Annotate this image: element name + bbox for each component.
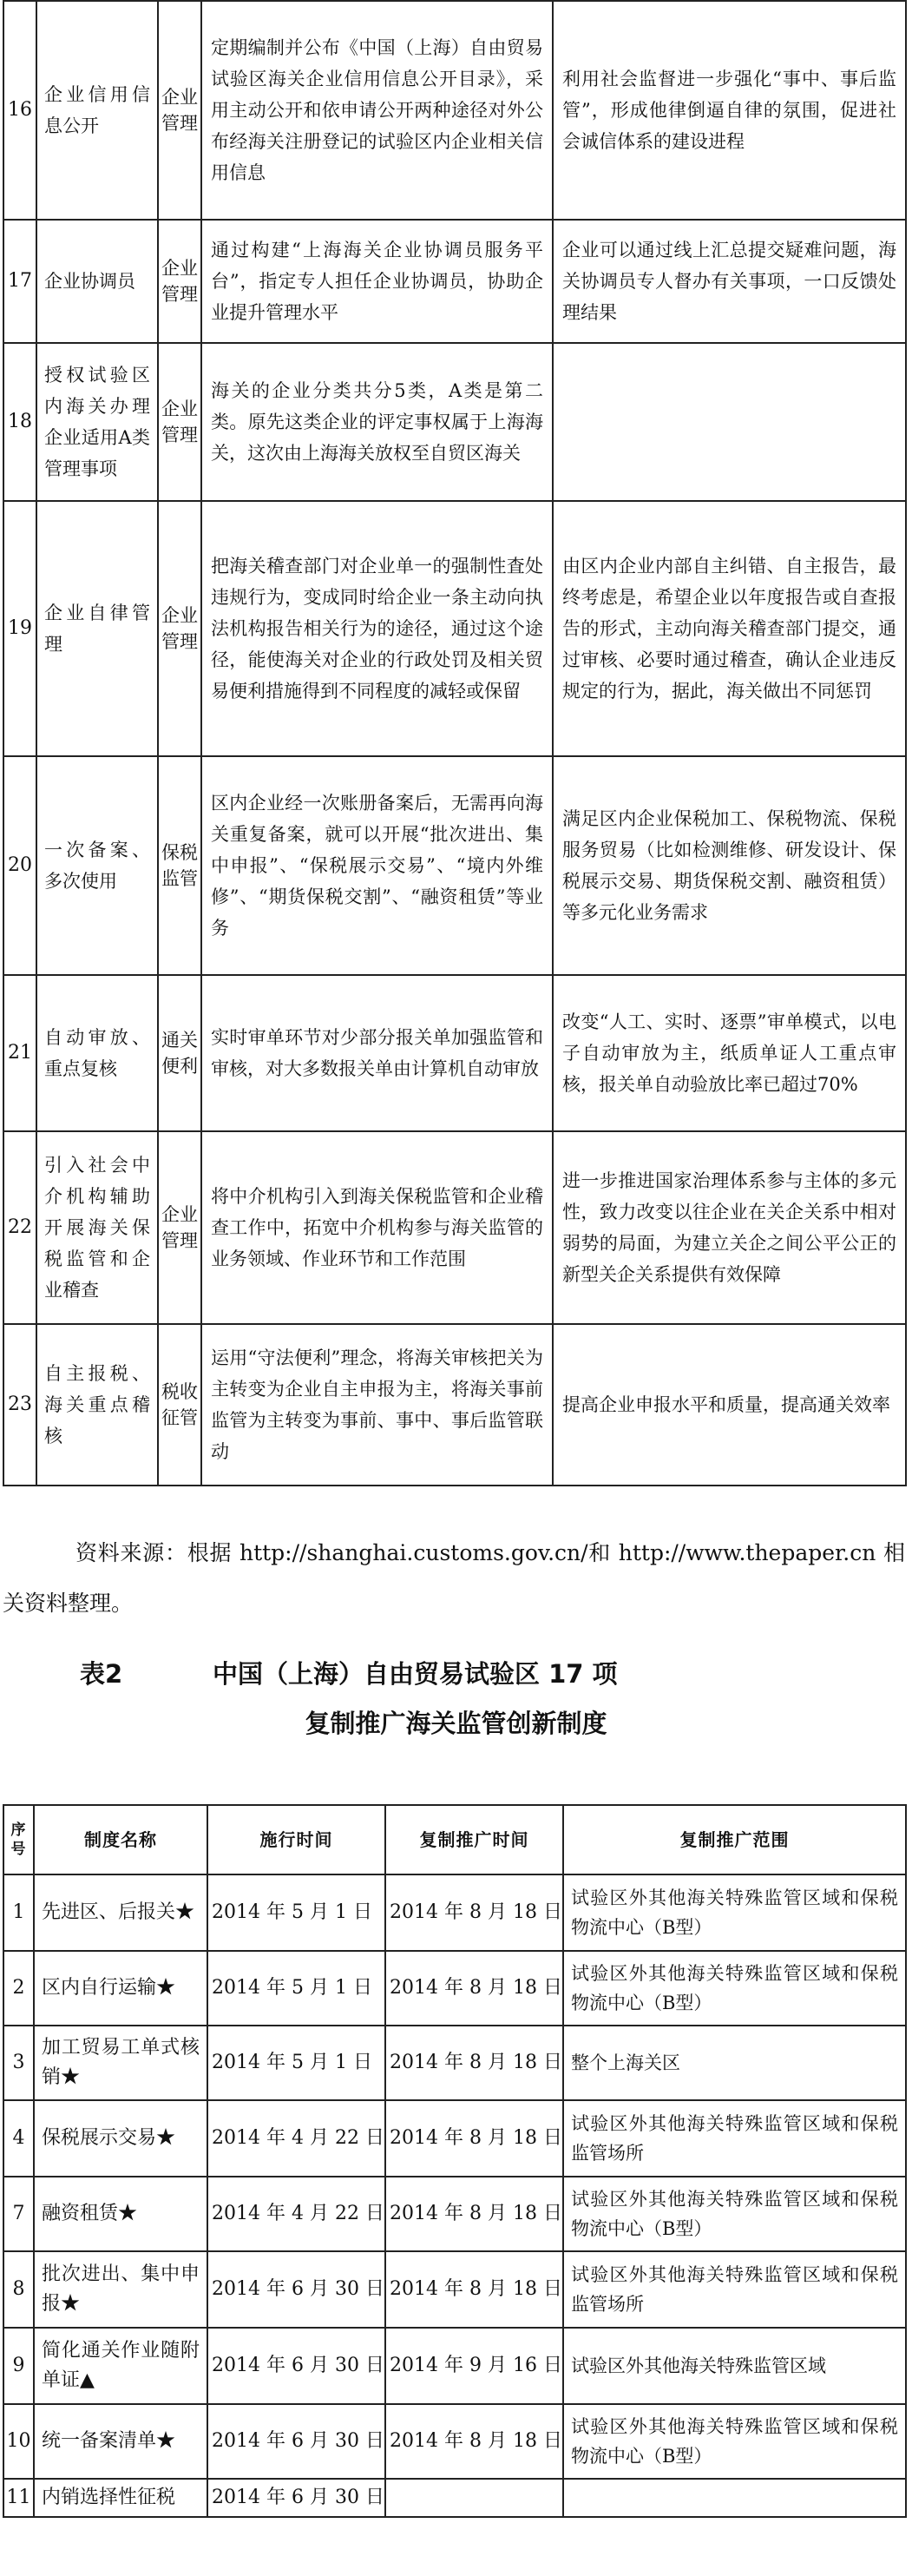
row-number: 17 bbox=[3, 220, 36, 343]
measure-category: 企业 管理 bbox=[158, 220, 201, 343]
table-row bbox=[3, 2328, 906, 2404]
measure-effect: 满足区内企业保税加工、保税物流、保税服务贸易（比如检测维修、研发设计、保税展示交易、期货保税交割、融资租赁）等多元化业务需求 bbox=[553, 756, 906, 975]
system-name: 融资租赁★ bbox=[34, 2177, 207, 2251]
measure-effect bbox=[553, 343, 906, 501]
measure-content: 海关的企业分类共分5类，A类是第二类。原先这类企业的评定事权属于上海海关，这次由上海海关放权至自贸区海关 bbox=[201, 343, 553, 501]
start-date: 2014 年 5 月 1 日 bbox=[207, 1951, 385, 2026]
measure-name: 企业协调员 bbox=[36, 220, 158, 343]
source-note: 资料来源：根据 http://shanghai.customs.gov.cn/和 http://www.thepaper.cn 相关资料整理。 bbox=[3, 1540, 905, 1616]
row-number: 9 bbox=[3, 2328, 34, 2404]
table-row bbox=[3, 1951, 906, 2026]
measure-category: 企业 管理 bbox=[158, 343, 201, 501]
measure-effect: 由区内企业内部自主纠错、自主报告，最终考虑是，希望企业以年度报告或自查报告的形式，主动向海关稽查部门提交，通过审核、必要时通过稽查，确认企业违反规定的行为，据此，海关做出不同惩罚 bbox=[553, 501, 906, 756]
row-number: 20 bbox=[3, 756, 36, 975]
header-promote: 复制推广时间 bbox=[385, 1805, 563, 1874]
row-number: 21 bbox=[3, 975, 36, 1131]
start-date: 2014 年 5 月 1 日 bbox=[207, 2026, 385, 2100]
row-number: 3 bbox=[3, 2026, 34, 2100]
measure-category: 保税 监管 bbox=[158, 756, 201, 975]
header-start: 施行时间 bbox=[207, 1805, 385, 1874]
promote-scope: 试验区外其他海关特殊监管区域 bbox=[563, 2328, 906, 2404]
table-row bbox=[3, 756, 906, 975]
system-name: 加工贸易工单式核销★ bbox=[34, 2026, 207, 2100]
measure-name: 自动审放、重点复核 bbox=[36, 975, 158, 1131]
promote-date: 2014 年 8 月 18 日 bbox=[385, 2100, 563, 2177]
promote-scope: 试验区外其他海关特殊监管区域和保税物流中心（B型） bbox=[563, 2404, 906, 2479]
measure-effect: 提高企业申报水平和质量，提高通关效率 bbox=[553, 1324, 906, 1486]
row-number: 8 bbox=[3, 2251, 34, 2328]
promote-date bbox=[385, 2479, 563, 2517]
measure-category: 通关 便利 bbox=[158, 975, 201, 1131]
table-row bbox=[3, 2177, 906, 2251]
measure-content: 运用“守法便利”理念，将海关审核把关为主转变为企业自主申报为主，将海关事前监管为主转变为事前、事中、事后监管联动 bbox=[201, 1324, 553, 1486]
system-name: 先进区、后报关★ bbox=[34, 1874, 207, 1951]
customs-innovation-table bbox=[3, 1804, 907, 2518]
table-row bbox=[3, 975, 906, 1131]
measure-category: 企业 管理 bbox=[158, 501, 201, 756]
promote-scope: 试验区外其他海关特殊监管区域和保税监管场所 bbox=[563, 2100, 906, 2177]
row-number: 1 bbox=[3, 1874, 34, 1951]
start-date: 2014 年 4 月 22 日 bbox=[207, 2100, 385, 2177]
promote-date: 2014 年 9 月 16 日 bbox=[385, 2328, 563, 2404]
row-number: 16 bbox=[3, 1, 36, 220]
promote-scope: 试验区外其他海关特殊监管区域和保税物流中心（B型） bbox=[563, 1874, 906, 1951]
measure-effect: 企业可以通过线上汇总提交疑难问题，海关协调员专人督办有关事项，一口反馈处理结果 bbox=[553, 220, 906, 343]
measure-effect: 改变“人工、实时、逐票”审单模式，以电子自动审放为主，纸质单证人工重点审核，报关单自动验放比率已超过70% bbox=[553, 975, 906, 1131]
measure-content: 定期编制并公布《中国（上海）自由贸易试验区海关企业信用信息公开目录》，采用主动公开和依申请公开两种途径对外公布经海关注册登记的试验区内企业相关信用信息 bbox=[201, 1, 553, 220]
table-row bbox=[3, 501, 906, 756]
table-row bbox=[3, 2026, 906, 2100]
promote-scope: 试验区外其他海关特殊监管区域和保税物流中心（B型） bbox=[563, 2177, 906, 2251]
promote-scope bbox=[563, 2479, 906, 2517]
measure-name: 引入社会中介机构辅助开展海关保税监管和企业稽查 bbox=[36, 1131, 158, 1324]
row-number: 18 bbox=[3, 343, 36, 501]
measure-category: 企业 管理 bbox=[158, 1, 201, 220]
start-date: 2014 年 4 月 22 日 bbox=[207, 2177, 385, 2251]
system-name: 区内自行运输★ bbox=[34, 1951, 207, 2026]
promote-scope: 试验区外其他海关特殊监管区域和保税监管场所 bbox=[563, 2251, 906, 2328]
table-row bbox=[3, 1131, 906, 1324]
promote-scope: 试验区外其他海关特殊监管区域和保税物流中心（B型） bbox=[563, 1951, 906, 2026]
table-title-line-2: 复制推广海关监管创新制度 bbox=[305, 1709, 607, 1738]
table-title-line-1: 中国（上海）自由贸易试验区 17 项 bbox=[213, 1659, 618, 1689]
system-name: 批次进出、集中申报★ bbox=[34, 2251, 207, 2328]
start-date: 2014 年 6 月 30 日 bbox=[207, 2328, 385, 2404]
table-row bbox=[3, 2404, 906, 2479]
table-row bbox=[3, 343, 906, 501]
measure-category: 税收 征管 bbox=[158, 1324, 201, 1486]
header-name: 制度名称 bbox=[34, 1805, 207, 1874]
table-row bbox=[3, 1874, 906, 1951]
table-header-row bbox=[3, 1805, 906, 1874]
table-row bbox=[3, 2479, 906, 2517]
row-number: 2 bbox=[3, 1951, 34, 2026]
row-number: 10 bbox=[3, 2404, 34, 2479]
row-number: 23 bbox=[3, 1324, 36, 1486]
measure-content: 实时审单环节对少部分报关单加强监管和审核，对大多数报关单由计算机自动审放 bbox=[201, 975, 553, 1131]
row-number: 19 bbox=[3, 501, 36, 756]
row-number: 22 bbox=[3, 1131, 36, 1324]
measure-name: 自主报税、海关重点稽核 bbox=[36, 1324, 158, 1486]
row-number: 7 bbox=[3, 2177, 34, 2251]
start-date: 2014 年 6 月 30 日 bbox=[207, 2404, 385, 2479]
table-row bbox=[3, 1324, 906, 1486]
start-date: 2014 年 6 月 30 日 bbox=[207, 2251, 385, 2328]
table-row bbox=[3, 2100, 906, 2177]
table-row bbox=[3, 220, 906, 343]
measure-effect: 利用社会监督进一步强化“事中、事后监管”，形成他律倒逼自律的氛围，促进社会诚信体系的建设进程 bbox=[553, 1, 906, 220]
header-no: 序号 bbox=[3, 1805, 34, 1874]
measure-content: 把海关稽查部门对企业单一的强制性査处违规行为，变成同时给企业一条主动向执法机构报告相关行为的途径，通过这个途径，能使海关对企业的行政处罚及相关贸易便利措施得到不同程度的减轻或保留 bbox=[201, 501, 553, 756]
row-number: 11 bbox=[3, 2479, 34, 2517]
header-scope: 复制推广范围 bbox=[563, 1805, 906, 1874]
measure-name: 企业自律管理 bbox=[36, 501, 158, 756]
table-row bbox=[3, 1, 906, 220]
promote-scope: 整个上海关区 bbox=[563, 2026, 906, 2100]
promote-date: 2014 年 8 月 18 日 bbox=[385, 1874, 563, 1951]
measure-content: 区内企业经一次账册备案后，无需再向海关重复备案，就可以开展“批次进出、集中申报”、“保税展示交易”、“境内外维修”、“期货保税交割”、“融资租赁”等业务 bbox=[201, 756, 553, 975]
measure-content: 通过构建“上海海关企业协调员服务平台”，指定专人担任企业协调员，协助企业提升管理水平 bbox=[201, 220, 553, 343]
promote-date: 2014 年 8 月 18 日 bbox=[385, 1951, 563, 2026]
table-row bbox=[3, 2251, 906, 2328]
start-date: 2014 年 6 月 30 日 bbox=[207, 2479, 385, 2517]
row-number: 4 bbox=[3, 2100, 34, 2177]
measure-name: 授权试验区内海关办理企业适用A类管理事项 bbox=[36, 343, 158, 501]
measure-effect: 进一步推进国家治理体系参与主体的多元性，致力改变以往企业在关企关系中相对弱势的局面，为建立关企之间公平公正的新型关企关系提供有效保障 bbox=[553, 1131, 906, 1324]
system-name: 内销选择性征税 bbox=[34, 2479, 207, 2517]
system-name: 简化通关作业随附单证▲ bbox=[34, 2328, 207, 2404]
innovation-measures-table bbox=[3, 0, 907, 1486]
promote-date: 2014 年 8 月 18 日 bbox=[385, 2404, 563, 2479]
system-name: 统一备案清单★ bbox=[34, 2404, 207, 2479]
measure-name: 企业信用信息公开 bbox=[36, 1, 158, 220]
measure-name: 一次备案、多次使用 bbox=[36, 756, 158, 975]
measure-content: 将中介机构引入到海关保税监管和企业稽查工作中，拓宽中介机构参与海关监管的业务领域、作业环节和工作范围 bbox=[201, 1131, 553, 1324]
start-date: 2014 年 5 月 1 日 bbox=[207, 1874, 385, 1951]
table-label: 表2 bbox=[80, 1659, 123, 1689]
promote-date: 2014 年 8 月 18 日 bbox=[385, 2026, 563, 2100]
system-name: 保税展示交易★ bbox=[34, 2100, 207, 2177]
promote-date: 2014 年 8 月 18 日 bbox=[385, 2177, 563, 2251]
promote-date: 2014 年 8 月 18 日 bbox=[385, 2251, 563, 2328]
measure-category: 企业 管理 bbox=[158, 1131, 201, 1324]
